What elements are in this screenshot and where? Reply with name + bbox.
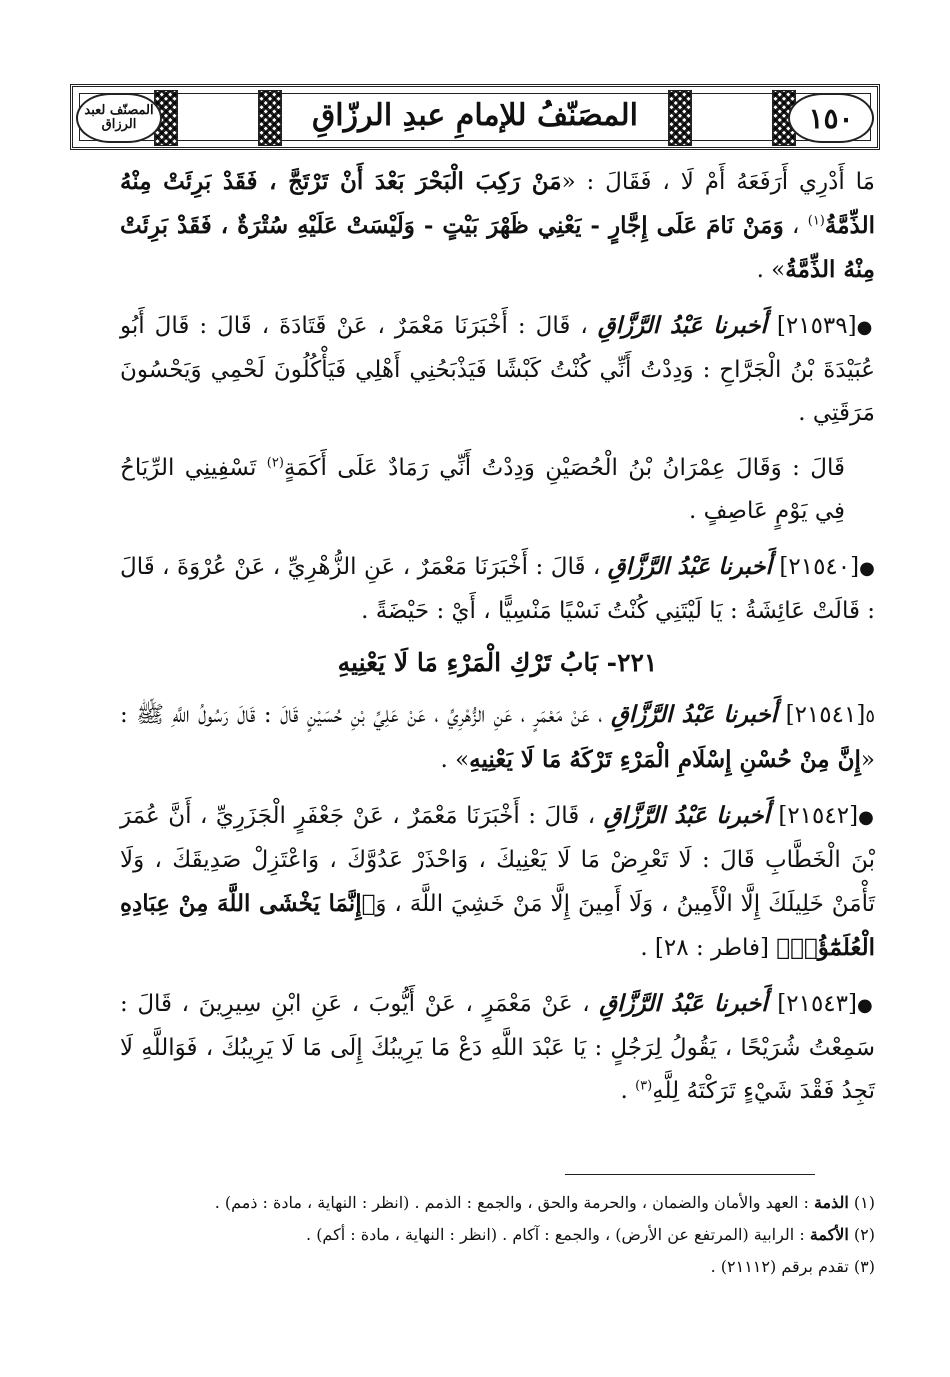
hadith-marker: ● xyxy=(859,558,875,579)
hadith-21543 xyxy=(120,982,875,1113)
text: ، xyxy=(783,213,808,239)
hadith-text: ، قَالَ : أَخْبَرَنَا مَعْمَرٌ ، عَنْ قَتَادَةَ ، قَالَ : قَالَ أَبُو عُبَيْدَةَ بْنُ الْجَرَّاحِ : وَدِدْتُ أَنِّي كُنْتُ كَبْشًا فَيَذْبَحُنِي أَهْلِي فَيَأْكُلُونَ لَحْمِي وَيَحْسُونَ مَرَقَتِي . xyxy=(120,313,875,426)
quote: إِنَّ مِنْ حُسْنِ إِسْلَامِ الْمَرْءِ تَرْكَهُ مَا لَا يَعْنِيهِ xyxy=(469,746,861,773)
footnote-text: تقدم برقم (٢١١١٢) . xyxy=(710,1257,849,1276)
hadith-21541 xyxy=(120,693,875,782)
quote: مَنْ رَكِبَ الْبَحْرَ بَعْدَ أَنْ تَرْتَجَّ ، فَقَدْ بَرِئَتْ مِنْهُ الذِّمَّةُ xyxy=(120,168,875,239)
footnote-number: (١) xyxy=(848,1193,875,1212)
page-number: ١٥٠ xyxy=(808,101,854,135)
hadith-text: ، قَالَ : أَخْبَرَنَا مَعْمَرٌ ، عَنْ جَعْفَرٍ الْجَزَرِيِّ ، أَنَّ عُمَرَ بْنَ الْخَطَّابِ قَالَ : لَا تَعْرِضْ مَا لَا يَعْنِيكَ ، وَاحْذَرْ عَدُوَّكَ ، وَاعْتَزِلْ صَدِيقَكَ ، وَلَا تَأْمَنْ خَلِيلَكَ إِلَّا الْأَمِينُ ، وَلَا أَمِينَ إِلَّا مَنْ خَشِيَ اللَّهَ ، وَ xyxy=(120,803,875,917)
footnotes xyxy=(100,1187,875,1283)
footnote-text: : الرابية (المرتفع عن الأرض) ، والجمع : آكام . (انظر : النهاية ، مادة : أكم) . xyxy=(306,1225,810,1244)
footnote-number: (٢) xyxy=(848,1225,875,1244)
page-header xyxy=(70,84,880,150)
narration-formula: أَخبرنا عَبْدُ الرَّزَّاقِ xyxy=(607,553,772,580)
narration-formula: أَخبرنا عَبْدُ الرَّزَّاقِ xyxy=(599,990,768,1017)
hadith-marker: ٥ xyxy=(865,706,875,727)
hadith-number: [٢١٥٤٠] xyxy=(779,554,860,580)
narration-formula: أَخبرنا عَبْدُ الرَّزَّاقِ xyxy=(597,312,767,339)
quran-verse: ﴿إِنَّمَا يَخْشَى اللَّهَ مِنْ عِبَادِهِ الْعُلَمَٰٓؤُا۟﴾ xyxy=(120,890,875,961)
footnote xyxy=(100,1219,875,1251)
hadith-text: ، عَنْ مَعْمَرٍ ، عَنِ الزُّهْرِيِّ ، عَنْ عَلِيِّ بْنِ حُسَيْنٍ قَالَ : قَالَ رَسُولُ اللَّهِ ﷺ : « xyxy=(120,702,875,773)
hadith-number: [٢١٥٤٢] xyxy=(778,803,859,829)
footnote xyxy=(100,1187,875,1219)
main-text xyxy=(120,160,875,1113)
book-emblem-badge xyxy=(76,93,162,143)
footnote-term: الأكمة xyxy=(809,1225,849,1244)
text: . xyxy=(620,1078,636,1104)
text: تَسْفِينِي الرِّيَاحُ فِي يَوْمٍ عَاصِفٍ . xyxy=(120,455,845,524)
narration-formula: أَخبرنا عَبْدُ الرَّزَّاقِ xyxy=(610,701,778,728)
footnote-number: (٣) xyxy=(848,1257,875,1276)
text: » . xyxy=(756,257,786,283)
hadith-number: [٢١٥٣٩] xyxy=(776,313,857,339)
hadith-text: ، قَالَ : أَخْبَرَنَا مَعْمَرٌ ، عَنِ الزُّهْرِيِّ ، عَنْ عُرْوَةَ ، قَالَ : قَالَتْ عَائِشَةُ : يَا لَيْتَنِي كُنْتُ نَسْيًا مَنْسِيًّا ، أَيْ : حَيْضَةً . xyxy=(120,554,875,624)
ornament-icon xyxy=(668,90,692,146)
footnote-term: الذمة xyxy=(813,1193,849,1212)
hadith-marker: ● xyxy=(857,995,875,1016)
hadith-21539 xyxy=(120,304,875,435)
footnote-ref[interactable]: (١) xyxy=(807,213,825,229)
book-title: المصَنّفُ للإمامِ عبدِ الرزّاقِ xyxy=(312,98,638,133)
narration-formula: أَخبرنا عَبْدُ الرَّزَّاقِ xyxy=(603,802,770,829)
hadith-21542 xyxy=(120,794,875,970)
footnote-ref[interactable]: (٣) xyxy=(635,1078,653,1094)
text: مَا أَدْرِي أَرَفَعَهُ أَمْ لَا ، فَقَالَ : « xyxy=(561,169,875,195)
hadith-21539-continued xyxy=(120,447,875,533)
hadith-number: [٢١٥٤١] xyxy=(785,702,866,728)
text: » . xyxy=(440,747,470,773)
footnote-text: : العهد والأمان والضمان ، والحرمة والحق ، والجمع : الذمم . (انظر : النهاية ، مادة : ذمم) . xyxy=(214,1193,814,1212)
chapter-heading: ٢٢١- بَابُ تَرْكِ الْمَرْءِ مَا لَا يَعْنِيهِ xyxy=(337,648,658,677)
hadith-text: ، عَنْ مَعْمَرٍ ، عَنْ أَيُّوبَ ، عَنِ ابْنِ سِيرِينَ ، قَالَ : سَمِعْتُ شُرَيْحًا ، يَقُولُ لِرَجُلٍ : يَا عَبْدَ اللَّهِ دَعْ مَا يَرِيبُكَ إِلَى مَا لَا يَرِيبُكَ ، فَوَاللَّهِ لَا تَجِدُ فَقْدَ شَيْءٍ تَرَكْتَهُ لِلَّهِ xyxy=(120,991,875,1104)
hadith-21540 xyxy=(120,545,875,633)
book-emblem: المصنّف لعبد الرزاق xyxy=(84,103,154,132)
hadith-marker: ● xyxy=(856,317,875,338)
hadith-marker: ● xyxy=(858,807,875,828)
verse-reference: [فاطر : ٢٨] . xyxy=(640,935,777,961)
text: قَالَ : وَقَالَ عِمْرَانُ بْنُ الْحُصَيْنِ وَدِدْتُ أَنِّي رَمَادٌ عَلَى أَكَمَةٍ xyxy=(283,455,846,481)
quote: وَمَنْ نَامَ عَلَى إِجَّارٍ - يَعْنِي ظَهْرَ بَيْتٍ - وَلَيْسَتْ عَلَيْهِ سُتْرَةٌ ، فَقَدْ بَرِئَتْ مِنْهُ الذِّمَّةُ xyxy=(120,212,875,283)
hadith-continuation xyxy=(120,160,875,292)
ornament-icon xyxy=(258,90,282,146)
page-number-badge xyxy=(788,93,874,143)
hadith-number: [٢١٥٤٣] xyxy=(777,991,857,1017)
footnote xyxy=(100,1251,875,1283)
footnote-separator xyxy=(565,1174,815,1175)
footnote-ref[interactable]: (٢) xyxy=(266,455,284,471)
